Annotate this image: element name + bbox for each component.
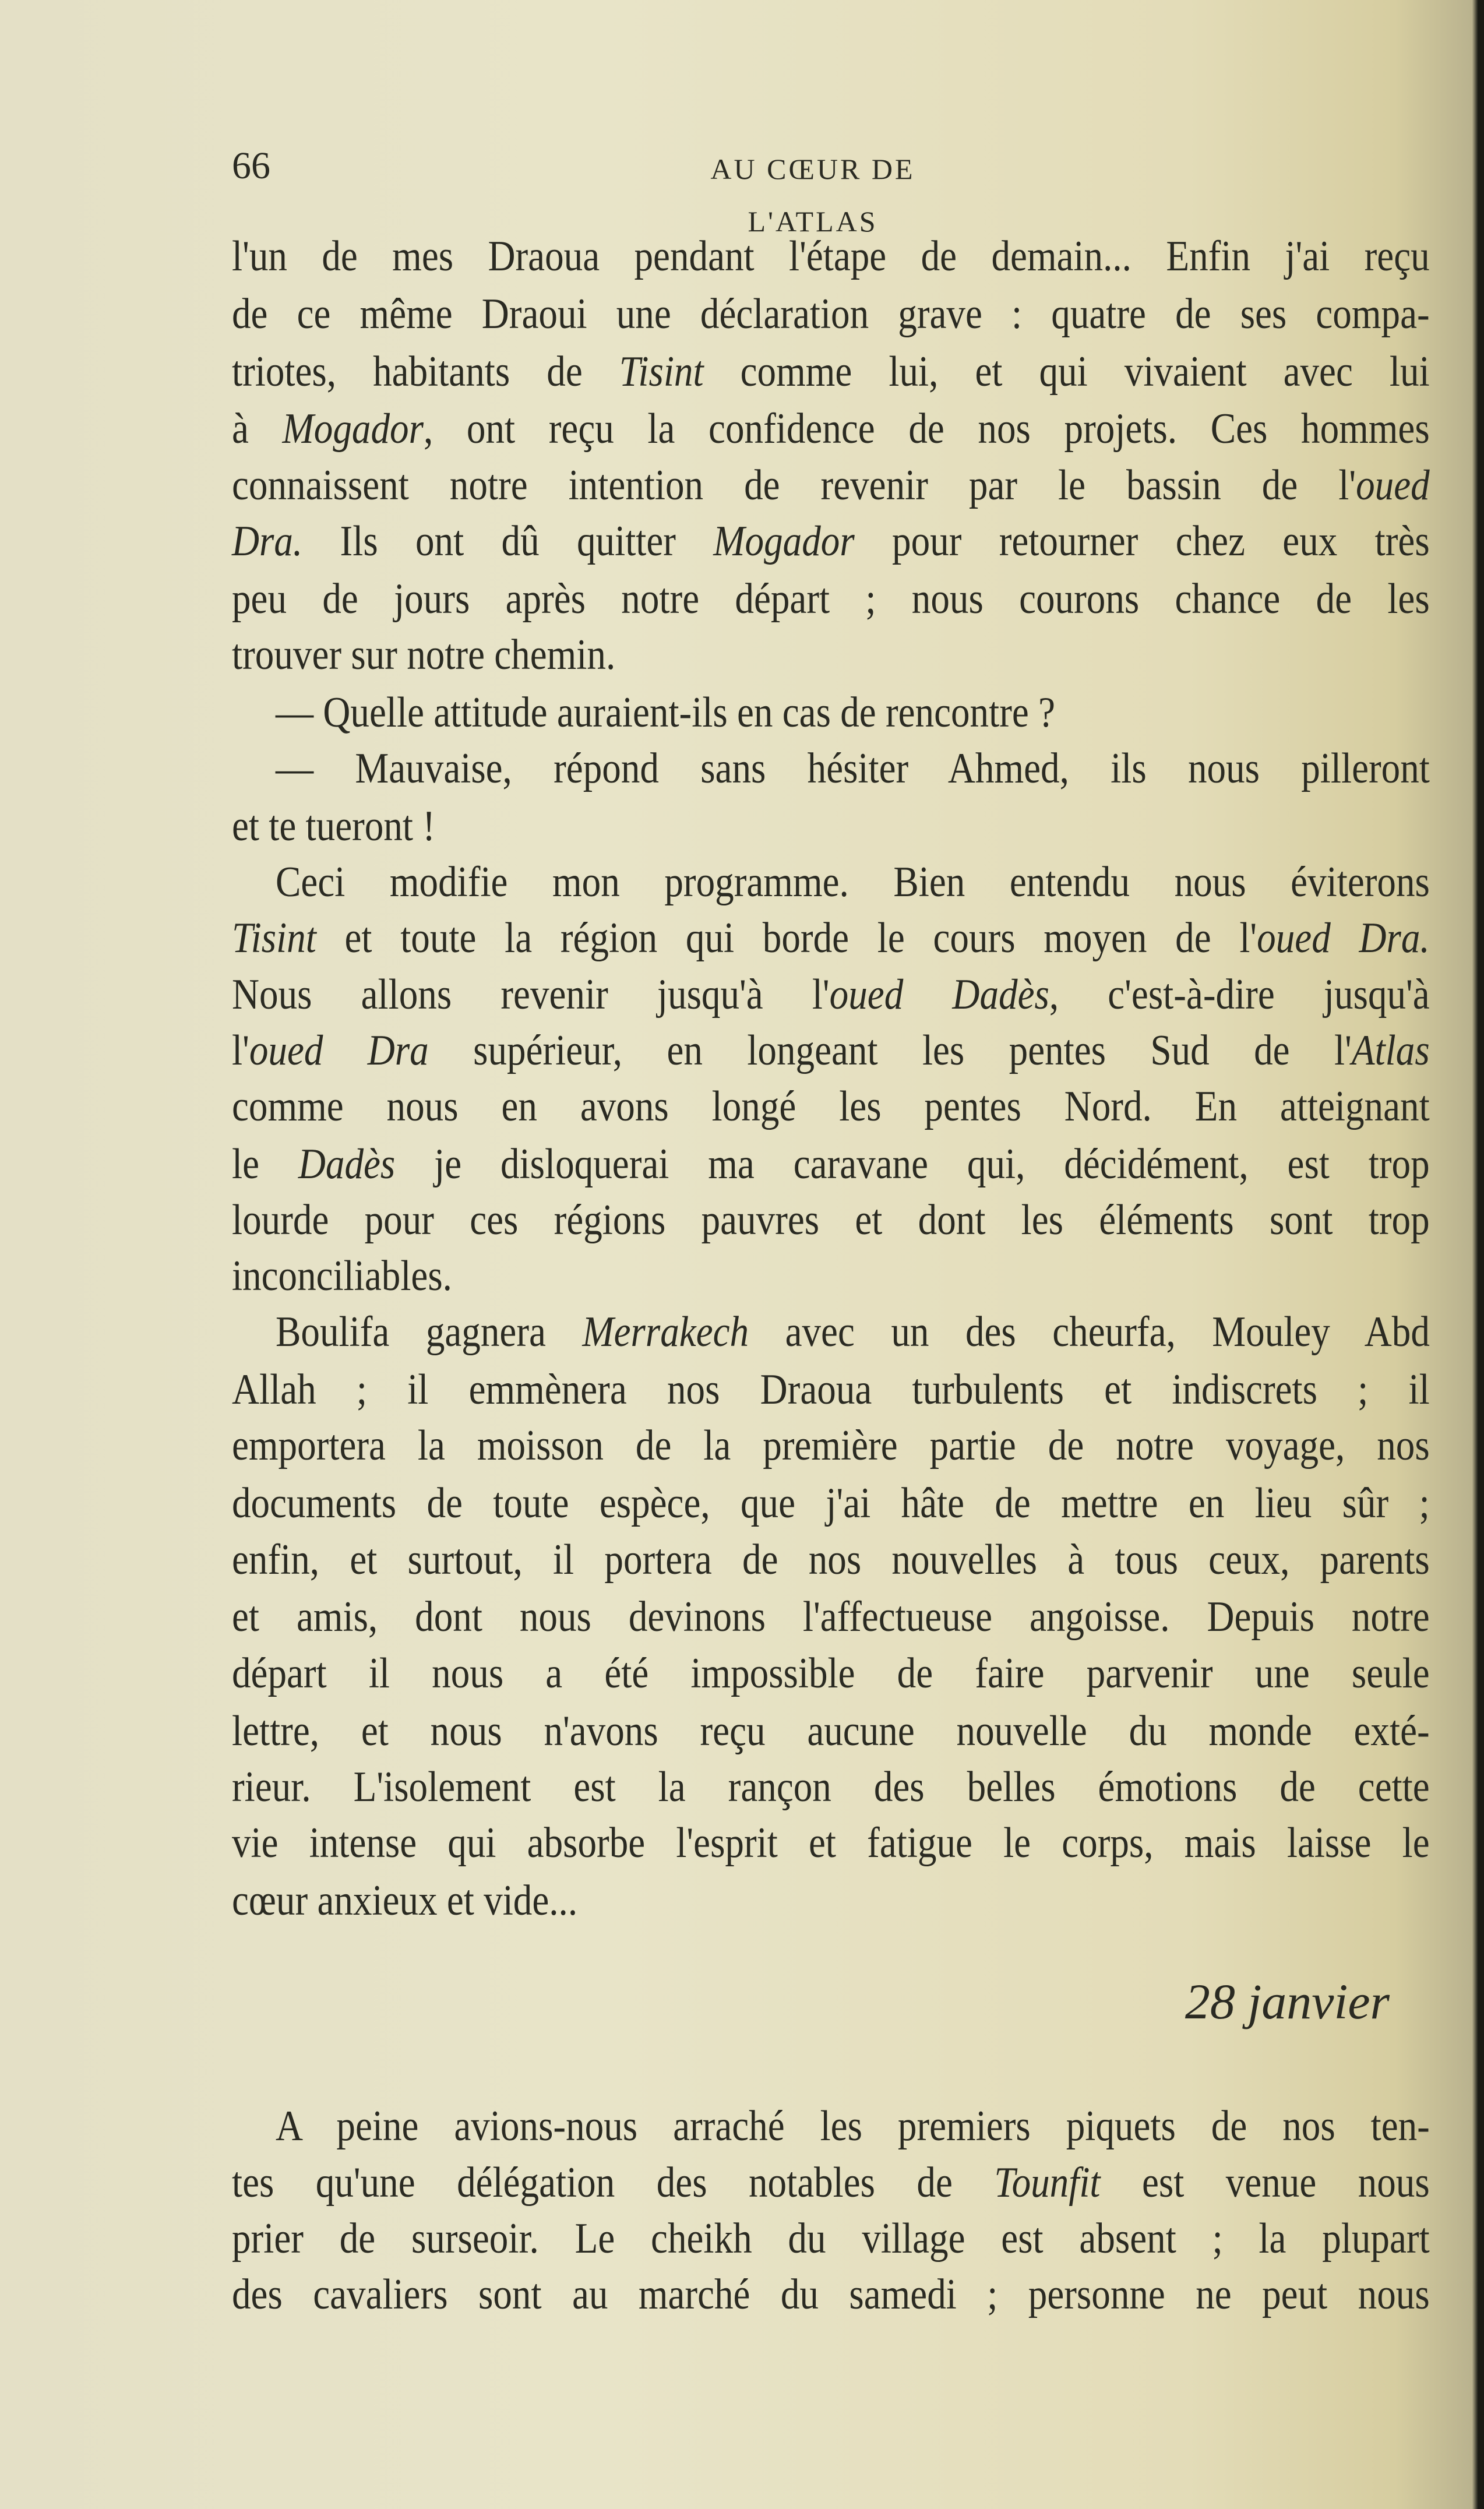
italic-term: Mogador (713, 517, 855, 565)
text-span: — Quelle attitude auraient-ils en cas de rencontre ? (276, 688, 1055, 737)
page-number: 66 (232, 145, 270, 187)
running-title: AU CŒUR DE L'ATLAS (710, 153, 915, 238)
text-line (276, 1306, 1430, 1358)
text-span: avec un des cheurfa, Mouley Abd (749, 1308, 1430, 1356)
date-heading: 28 janvier (1185, 1974, 1390, 2029)
italic-term: Dra. (232, 517, 303, 565)
text-span: Nous allons revenir jusqu'à l' (232, 970, 830, 1019)
italic-term: oued Dadès (829, 970, 1049, 1019)
text-span: Ils ont dû quitter (302, 517, 714, 565)
text-span: le (232, 1140, 298, 1188)
text-span: des cavaliers sont au marché du samedi ; personne ne peut nous (232, 2270, 1430, 2318)
text-span: comme nous en avons longé les pentes Nord. En atteignant (232, 1082, 1430, 1130)
text-span: départ il nous a été impossible de faire parvenir une seule (232, 1649, 1430, 1697)
text-span: , ont reçu la confidence de nos projets. Ces hommes (423, 405, 1430, 453)
text-line (276, 686, 1430, 739)
text-line (232, 515, 1430, 568)
text-line (232, 1705, 1430, 1757)
text-line (232, 1874, 1430, 1927)
text-line (232, 1534, 1430, 1586)
text-span: cœur anxieux et vide... (232, 1876, 578, 1925)
text-span: supérieur, en longeant les pentes Sud de l' (428, 1026, 1352, 1074)
text-span: l' (232, 1026, 249, 1074)
text-span: Allah ; il emmènera nos Draoua turbulents et indiscrets ; il (232, 1366, 1430, 1414)
italic-term: Merrakech (582, 1308, 749, 1356)
text-line (232, 403, 1430, 455)
text-span: et te tueront ! (232, 802, 435, 850)
text-span: triotes, habitants de (232, 347, 619, 396)
text-span: je disloquerai ma caravane qui, décidément, est trop (395, 1140, 1430, 1188)
text-line (232, 230, 1430, 283)
text-span: de ce même Draoui une déclaration grave : quatre de ses compa- (232, 290, 1430, 338)
italic-term: oued Dra (249, 1026, 429, 1074)
text-span: — Mauvaise, répond sans hésiter Ahmed, ils nous pilleront (276, 745, 1430, 793)
text-line (232, 459, 1430, 512)
text-span: enfin, et surtout, il portera de nos nouvelles à tous ceux, parents (232, 1535, 1430, 1584)
italic-term: Tisint (232, 914, 316, 963)
text-line (232, 1363, 1430, 1416)
text-line (232, 1024, 1430, 1077)
text-line (232, 346, 1430, 398)
text-span: l'un de mes Draoua pendant l'étape de demain... Enfin j'ai reçu (232, 232, 1430, 280)
text-span: comme lui, et qui vivaient avec lui (703, 347, 1430, 396)
text-span: documents de toute espèce, que j'ai hâte de mettre en lieu sûr ; (232, 1479, 1430, 1528)
text-span: prier de surseoir. Le cheikh du village est absent ; la plupart (232, 2214, 1430, 2263)
text-line (276, 742, 1430, 795)
text-line (232, 1647, 1430, 1700)
italic-term: Dadès (298, 1140, 396, 1188)
italic-term: oued (1356, 461, 1430, 509)
text-span: connaissent notre intention de revenir par le bassin de l' (232, 461, 1356, 509)
text-span: à (232, 405, 283, 453)
italic-term: oued Dra. (1257, 914, 1430, 963)
text-span: est venue nous (1100, 2158, 1430, 2207)
text-line (232, 1194, 1430, 1246)
text-span: peu de jours après notre départ ; nous courons chance de les (232, 575, 1430, 623)
text-span: et toute la région qui borde le cours moyen de l' (316, 914, 1257, 963)
text-line (232, 1477, 1430, 1530)
text-line (232, 1080, 1430, 1133)
text-span: vie intense qui absorbe l'esprit et fatigue le corps, mais laisse le (232, 1819, 1430, 1867)
text-line (232, 1138, 1430, 1190)
text-line (232, 573, 1430, 625)
text-span: lourde pour ces régions pauvres et dont les éléments sont trop (232, 1196, 1430, 1244)
text-span: pour retourner chez eux très (854, 517, 1430, 565)
text-span: lettre, et nous n'avons reçu aucune nouvelle du monde exté- (232, 1707, 1430, 1755)
text-line (232, 288, 1430, 340)
text-span: A peine avions-nous arraché les premiers piquets de nos ten- (276, 2102, 1430, 2151)
text-line (232, 2156, 1430, 2209)
text-line (232, 1761, 1430, 1813)
italic-term: Mogador (282, 405, 424, 453)
text-span: rieur. L'isolement est la rançon des belles émotions de cette (232, 1763, 1430, 1811)
text-span: et amis, dont nous devinons l'affectueuse angoisse. Depuis notre (232, 1593, 1430, 1641)
text-line (232, 2268, 1430, 2321)
text-line (232, 800, 1430, 852)
text-span: , c'est-à-dire jusqu'à (1049, 970, 1430, 1019)
text-line (232, 1817, 1430, 1869)
text-line (232, 2212, 1430, 2265)
text-span: emportera la moisson de la première partie de notre voyage, nos (232, 1422, 1430, 1470)
text-span: Ceci modifie mon programme. Bien entendu nous éviterons (276, 858, 1430, 907)
text-line (232, 1419, 1430, 1472)
text-span: Boulifa gagnera (276, 1308, 583, 1356)
italic-term: Atlas (1351, 1026, 1430, 1074)
text-line (276, 856, 1430, 908)
text-line (232, 912, 1430, 964)
text-line (232, 629, 1430, 681)
text-span: inconciliables. (232, 1252, 452, 1301)
text-line (232, 1250, 1430, 1302)
text-span: trouver sur notre chemin. (232, 630, 616, 679)
text-line (276, 2100, 1430, 2152)
italic-term: Tounfit (994, 2158, 1101, 2207)
text-line (232, 1591, 1430, 1643)
text-span: tes qu'une délégation des notables de (232, 2158, 995, 2207)
text-line (232, 968, 1430, 1021)
italic-term: Tisint (619, 347, 704, 396)
